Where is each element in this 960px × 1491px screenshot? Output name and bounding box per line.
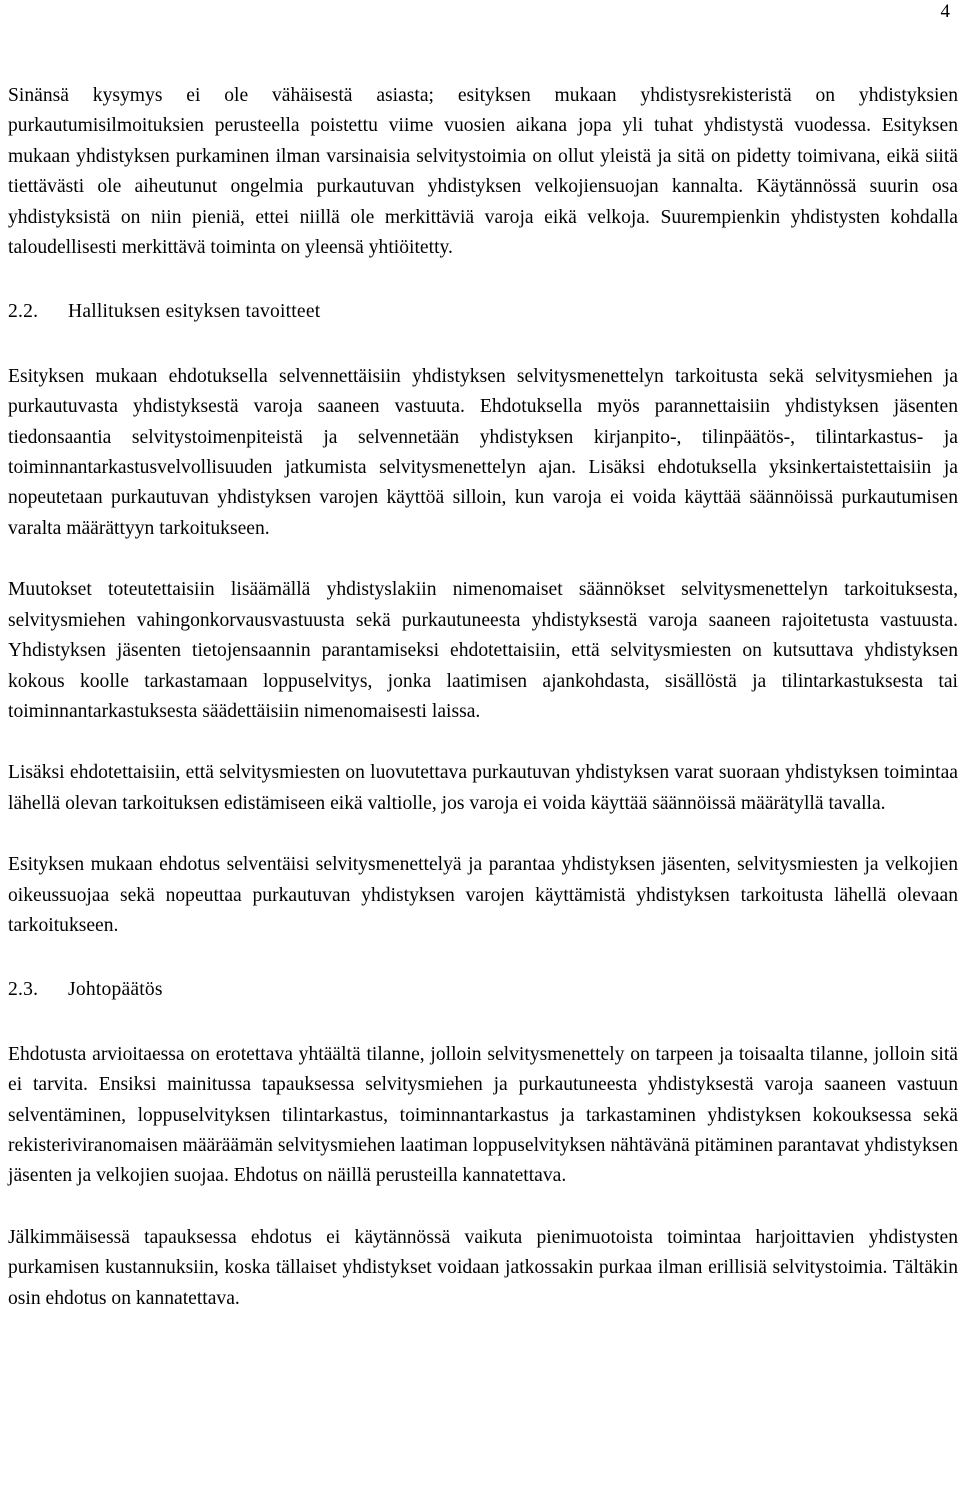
paragraph-assessment: Ehdotusta arvioitaessa on erotettava yhtäältä tilanne, jolloin selvitysmenettely on tarpeen ja toisaalta tilanne, jolloin sitä ei tarvita. Ensiksi mainitussa tapauksessa selvitysmiehen ja purkautuneesta yhdistyksestä varoja saaneen vastuun selventäminen, loppuselvityksen tilintarkastus, toiminnantarkastus ja tarkastaminen yhdistyksen kokouksessa sekä rekisteriviranomaisen määräämän selvitysmiehen laatiman loppuselvityksen nähtävänä pitäminen parantavat yhdistyksen jäsenten ja velkojien suojaa. Ehdotus on näillä perusteilla kannatettava.: [8, 1043, 959, 1187]
section-title: Johtopäätös: [68, 979, 163, 1001]
section-heading-2-3: [8, 975, 958, 1005]
section-number: 2.3.: [8, 979, 39, 1001]
paragraph-intro: Sinänsä kysymys ei ole vähäisestä asiasta; esityksen mukaan yhdistysrekisteristä on yhdistyksien purkautumisilmoituksien perusteella poistettu viime vuosien aikana jopa yli tuhat yhdistystä vuodessa. Esityksen mukaan yhdistyksen purkaminen ilman varsinaisia selvitystoimia on ollut yleistä ja sitä on pidetty toimivana, eikä siitä tiettävästi ole aiheutunut ongelmia purkautuvan yhdistyksen velkojiensuojan kannalta. Käytännössä suurin osa yhdistyksistä on niin pieniä, ettei niillä ole merkittäviä varoja eikä velkoja. Suurempienkin yhdistysten kohdalla taloudellisesti merkittävä toiminta on yleensä yhtiöitetty.: [8, 85, 958, 259]
section-number: 2.2.: [8, 301, 39, 323]
page-number: 4: [940, 1, 950, 22]
paragraph-summary: Esityksen mukaan ehdotus selventäisi selvitysmenettelyä ja parantaa yhdistyksen jäsenten, selvitysmiesten ja velkojien oikeussuojaa sekä nopeuttaa purkautuvan yhdistyksen varojen käyttämistä yhdistyksen tarkoitusta lähellä olevaan tarkoitukseen.: [8, 854, 958, 936]
document-body: [8, 81, 958, 1345]
paragraph-changes: Muutokset toteutettaisiin lisäämällä yhdistyslakiin nimenomaiset säännökset selvitysmenettelyn tarkoituksesta, selvitysmiehen vahingonkorvausvastuusta sekä purkautuneesta yhdistyksestä varoja saaneen rajoitetusta vastuusta. Yhdistyksen jäsenten tietojensaannin parantamiseksi ehdotettaisiin, että selvitysmiesten on kutsuttava yhdistyksen kokous koolle tarkastamaan loppuselvitys, jonka laatimisen ajankohdasta, sisällöstä ja tilintarkastuksesta tai toiminnantarkastuksesta säädettäisiin nimenomaisesti laissa.: [8, 579, 958, 722]
section-title: Hallituksen esityksen tavoitteet: [68, 301, 321, 323]
paragraph-assets: Lisäksi ehdotettaisiin, että selvitysmiesten on luovutettava purkautuvan yhdistyksen varat suoraan yhdistyksen toimintaa lähellä olevan tarkoituksen edistämiseen eikä valtiolle, jos varoja ei voida käyttää säännöissä määrätyllä tavalla.: [8, 762, 958, 814]
section-heading-2-2: [8, 297, 958, 327]
paragraph-conclusion: Jälkimmäisessä tapauksessa ehdotus ei käytännössä vaikuta pienimuotoista toimintaa harjoittavien yhdistysten purkamisen kustannuksiin, koska tällaiset yhdistykset voidaan jatkossakin purkaa ilman erillisiä selvitystoimia. Tältäkin osin ehdotus on kannatettava.: [8, 1226, 958, 1309]
paragraph-goals: Esityksen mukaan ehdotuksella selvennettäisiin yhdistyksen selvitysmenettelyn tarkoitusta sekä selvitysmiehen ja purkautuvasta yhdistyksestä varoja saaneen vastuuta. Ehdotuksella myös parannettaisiin yhdistyksen jäsenten tiedonsaantia selvitystoimenpiteistä ja selvennetään yhdistyksen kirjanpito-, tilinpäätös-, tilintarkastus- ja toiminnantarkastusvelvollisuuden jatkumista selvitysmenettelyn ajan. Lisäksi ehdotuksella yksinkertaistettaisiin ja nopeutetaan purkautuvan yhdistyksen varojen käyttöä silloin, kun varoja ei voida käyttää säännöissä purkautumisen varalta määrättyyn tarkoitukseen.: [8, 365, 958, 539]
